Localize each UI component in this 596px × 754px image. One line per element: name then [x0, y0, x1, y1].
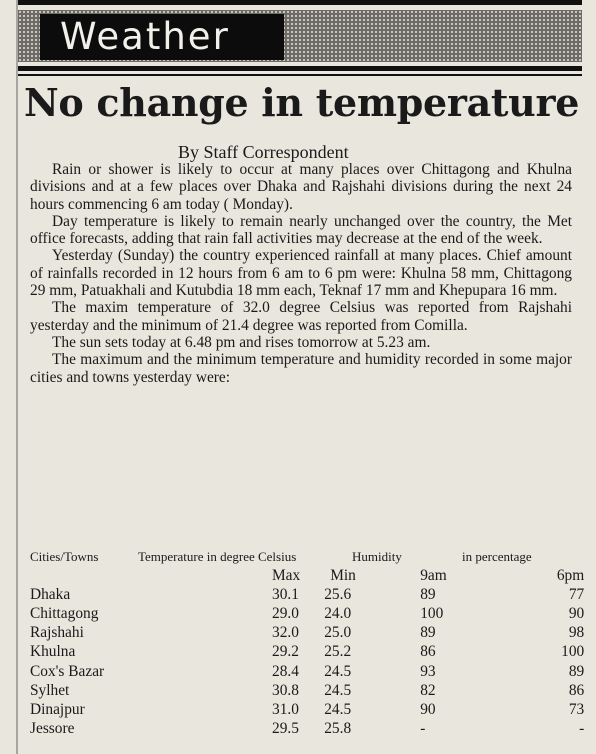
weather-table [30, 566, 584, 738]
article-body [30, 161, 572, 386]
cell-min: 25.6 [324, 586, 352, 604]
cell-pm: 98 [568, 624, 585, 642]
cell-city: Jessore [30, 719, 75, 737]
cell-min: 25.8 [324, 719, 352, 737]
table-row [30, 661, 584, 680]
paragraph: Day temperature is likely to remain nearly unchanged over the country, the Met office forecasts, adding that rain fall activities may decrease at the end of the week. [30, 212, 572, 248]
cell-am: 89 [420, 586, 436, 604]
cell-max: 29.0 [272, 605, 299, 623]
table-row [30, 700, 584, 719]
cell-min: 24.0 [324, 605, 352, 623]
cell-am: - [420, 719, 426, 737]
table-row [30, 681, 584, 700]
headline: No change in temperature [24, 80, 580, 125]
table-row [30, 642, 584, 661]
paragraph: The maximum and the minimum temperature and humidity recorded in some major cities and towns yesterday were: [30, 351, 572, 386]
paragraph: The maxim temperature of 32.0 degree Celsius was reported from Rajshahi yesterday and the minimum of 21.4 degree was reported from Comilla. [30, 299, 572, 334]
cell-max: 28.4 [272, 662, 299, 680]
cell-max: 30.1 [272, 586, 299, 604]
cell-min: 24.5 [324, 681, 352, 699]
table-row [30, 585, 584, 604]
col-max: Max [272, 567, 301, 585]
cell-am: 93 [420, 662, 436, 680]
section-rule [18, 66, 582, 71]
paragraph: The sun sets today at 6.48 pm and rises tomorrow at 5.23 am. [52, 333, 431, 351]
cell-max: 30.8 [272, 681, 299, 699]
cell-pm: 86 [568, 681, 585, 699]
cell-am: 89 [420, 624, 436, 642]
cell-pm: 89 [568, 662, 585, 680]
section-label: Weather [40, 14, 284, 60]
cell-am: 90 [420, 700, 436, 718]
cell-city: Sylhet [30, 681, 70, 699]
cell-pm: - [579, 719, 585, 737]
paragraph: Rain or shower is likely to occur at many places over Chittagong and Khulna divisions and at a few places over Dhaka and Rajshahi divisions during the next 24 hours commencing 6 am today ( Monday). [30, 161, 572, 213]
cell-pm: 73 [568, 700, 585, 718]
col-6pm: 6pm [556, 567, 585, 585]
cell-min: 25.0 [324, 624, 352, 642]
cell-min: 24.5 [324, 700, 352, 718]
header-percentage: in percentage [462, 549, 532, 564]
cell-max: 31.0 [272, 700, 299, 718]
table-row [30, 719, 584, 738]
table-row [30, 623, 584, 642]
cell-city: Chittagong [30, 605, 99, 623]
header-cities: Cities/Towns [30, 549, 99, 564]
cell-city: Dhaka [30, 586, 71, 604]
cell-city: Dinajpur [30, 700, 85, 718]
cell-max: 29.5 [272, 719, 299, 737]
cell-min: 24.5 [324, 662, 352, 680]
section-rule-thin [18, 74, 582, 76]
cell-pm: 90 [568, 605, 585, 623]
cell-pm: 100 [561, 643, 585, 661]
top-rule [18, 0, 582, 5]
cell-city: Khulna [30, 643, 76, 661]
col-9am: 9am [420, 567, 447, 585]
table-subheader [30, 566, 584, 585]
cell-min: 25.2 [324, 643, 352, 661]
col-min: Min [330, 567, 356, 585]
table-row [30, 604, 584, 623]
byline: By Staff Correspondent [178, 142, 349, 162]
cell-am: 82 [420, 681, 436, 699]
cell-am: 86 [420, 643, 436, 661]
cell-max: 32.0 [272, 624, 299, 642]
header-humidity: Humidity [352, 549, 402, 564]
cell-am: 100 [420, 605, 444, 623]
paragraph: Yesterday (Sunday) the country experienced rainfall at many places. Chief amount of rainfalls recorded in 12 hours from 6 am to 6 pm were: Khulna 58 mm, Chittagong 29 mm, Patuakhali and Kutubdia 18 mm each, Teknaf 17 mm and Khepupara 16 mm. [30, 247, 572, 300]
cell-max: 29.2 [272, 643, 299, 661]
cell-city: Cox's Bazar [30, 662, 105, 680]
cell-city: Rajshahi [30, 624, 84, 642]
clipping-edge [16, 0, 18, 754]
header-temperature: Temperature in degree Celsius [138, 549, 297, 564]
cell-pm: 77 [568, 586, 585, 604]
